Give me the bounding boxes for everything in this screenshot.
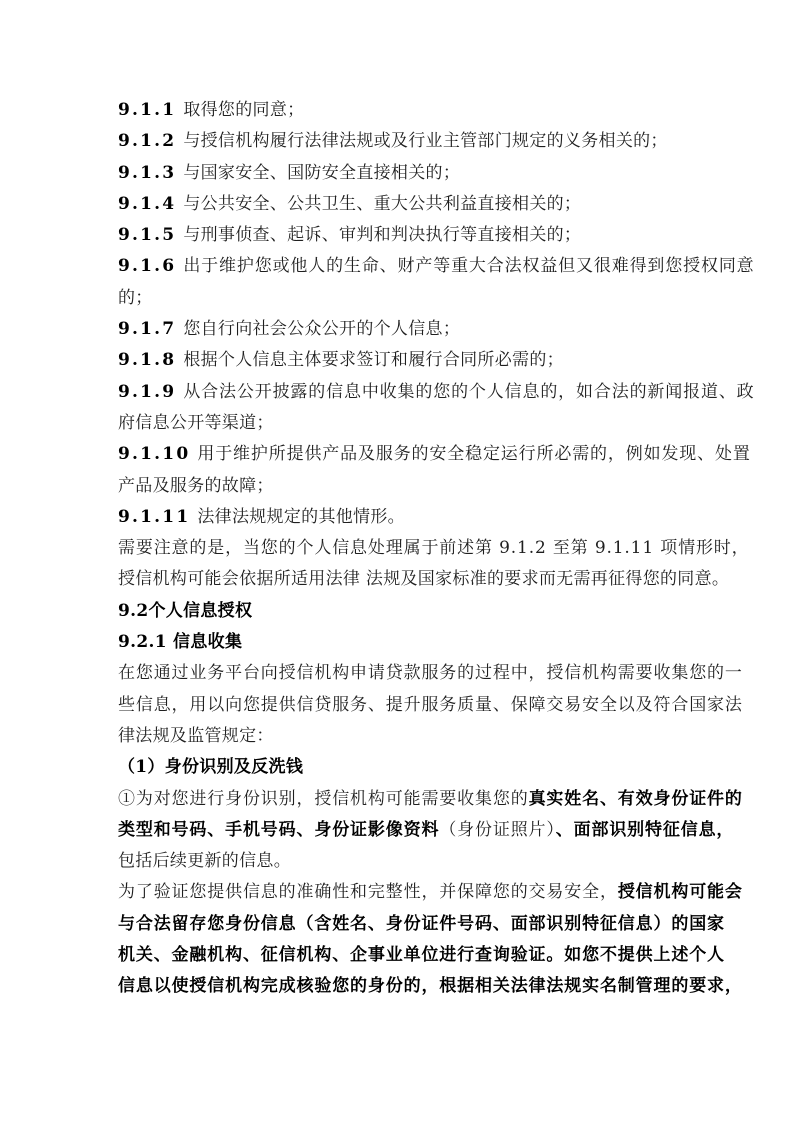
clause-9-1-10: [118, 439, 751, 470]
text-run: 律法规及监管规定：: [118, 725, 274, 746]
clause-9-1-7: [118, 314, 678, 345]
text-run-bold: 、面部识别特征信息，: [555, 819, 735, 840]
clause-number: 9.1.11: [118, 506, 191, 527]
text-run: 包括后续更新的信息。: [118, 851, 291, 872]
clause-9-1-5: [118, 220, 678, 251]
clause-number: 9.1.1: [118, 100, 177, 120]
text-run: 您自行向社会公众公开的个人信息；: [183, 319, 461, 340]
clause-number: 9.1.7: [118, 319, 177, 340]
note-paragraph-line-1: [118, 533, 750, 564]
verification-paragraph-line-4: [118, 971, 743, 1002]
clause-9-1-10-cont: [118, 471, 678, 502]
text-run: 用于维护所提供产品及服务的安全稳定运行所必需的，例如发现、处置: [197, 444, 751, 465]
clause-number: 9.1.3: [118, 162, 177, 183]
clause-number: 9.1.6: [118, 256, 177, 277]
text-run: 与国家安全、国防安全直接相关的；: [183, 162, 461, 183]
clause-9-1-6: [118, 251, 755, 282]
heading-9-2-1: [118, 627, 678, 658]
text-run: 与授信机构履行法律法规或及行业主管部门规定的义务相关的；: [183, 131, 668, 152]
clause-number: 9.1.5: [118, 225, 177, 246]
text-run: 根据个人信息主体要求签订和履行合同所必需的；: [183, 350, 564, 371]
clause-number: 9.1.10: [118, 444, 191, 465]
clause-number: 9.1.8: [118, 350, 177, 371]
identity-paragraph-line-2: [118, 815, 735, 846]
clause-number: 9.1.9: [118, 381, 177, 402]
clause-9-1-9-cont: [118, 408, 678, 439]
collection-intro-line-1: [118, 658, 743, 689]
clause-9-1-2: [118, 126, 678, 157]
text-run: 的；: [118, 287, 153, 308]
heading-identity-aml: [118, 752, 678, 783]
text-run-bold: （1）身份识别及反洗钱: [118, 757, 304, 778]
collection-intro-line-2: [118, 690, 743, 721]
verification-paragraph-line-1: [118, 877, 743, 908]
clause-9-1-4: [118, 189, 678, 220]
document-body: [118, 95, 755, 1003]
collection-intro-line-3: [118, 721, 678, 752]
clause-9-1-6-cont: [118, 283, 678, 314]
text-run: 与公共安全、公共卫生、重大公共利益直接相关的；: [183, 193, 582, 214]
clause-9-1-9: [118, 377, 755, 408]
text-run: 出于维护您或他人的生命、财产等重大合法权益但又很难得到您授权同意: [183, 256, 755, 277]
text-run: ①为对您进行身份识别，授信机构可能需要收集您的: [118, 788, 529, 809]
text-run: 取得您的同意；: [183, 100, 305, 120]
clause-9-1-1: [118, 95, 678, 126]
clause-9-1-3: [118, 158, 678, 189]
verification-paragraph-line-2: [118, 909, 725, 940]
identity-paragraph-line-1: [118, 784, 743, 815]
text-run-bold: 类型和号码、手机号码、身份证影像资料: [118, 819, 440, 840]
text-run: 府信息公开等渠道；: [118, 412, 274, 433]
text-run-bold: 9.2.1 信息收集: [118, 632, 243, 653]
text-run-bold: 机关、金融机构、征信机构、企事业单位进行查询验证。如您不提供上述个人: [118, 945, 725, 966]
text-run: 从合法公开披露的信息中收集的您的个人信息的，如合法的新闻报道、政: [183, 381, 755, 402]
text-run-bold: 与合法留存您身份信息（含姓名、身份证件号码、面部识别特征信息）的国家: [118, 913, 725, 934]
text-run: 与刑事侦查、起诉、审判和判决执行等直接相关的；: [183, 225, 582, 246]
note-paragraph-line-2: [118, 564, 730, 595]
text-run: 法律法规规定的其他情形。: [197, 506, 405, 527]
heading-9-2: [118, 596, 678, 627]
text-run: 些信息，用以向您提供信贷服务、提升服务质量、保障交易安全以及符合国家法: [118, 694, 743, 715]
clause-9-1-11: [118, 502, 678, 533]
text-run: 在您通过业务平台向授信机构申请贷款服务的过程中，授信机构需要收集您的一: [118, 663, 743, 684]
text-run-bold: 9.2个人信息授权: [118, 600, 253, 621]
identity-paragraph-line-3: [118, 846, 678, 877]
text-run: 授信机构可能会依据所适用法律 法规及国家标准的要求而无需再征得您的同意。: [118, 569, 730, 590]
verification-paragraph-line-3: [118, 940, 725, 971]
text-run: 为了验证您提供信息的准确性和完整性，并保障您的交易安全，: [118, 882, 618, 903]
clause-number: 9.1.4: [118, 193, 177, 214]
text-run: （身份证照片）: [439, 819, 556, 840]
text-run: 产品及服务的故障；: [118, 475, 274, 496]
text-run-bold: 真实姓名、有效身份证件的: [528, 788, 743, 809]
clause-number: 9.1.2: [118, 131, 177, 152]
clause-9-1-8: [118, 345, 678, 376]
text-run-bold: 授信机构可能会: [617, 882, 743, 903]
text-run: 需要注意的是，当您的个人信息处理属于前述第 9.1.2 至第 9.1.11 项情形时，: [118, 538, 750, 559]
text-run-bold: 信息以使授信机构完成核验您的身份的，根据相关法律法规实名制管理的要求，: [118, 976, 743, 997]
